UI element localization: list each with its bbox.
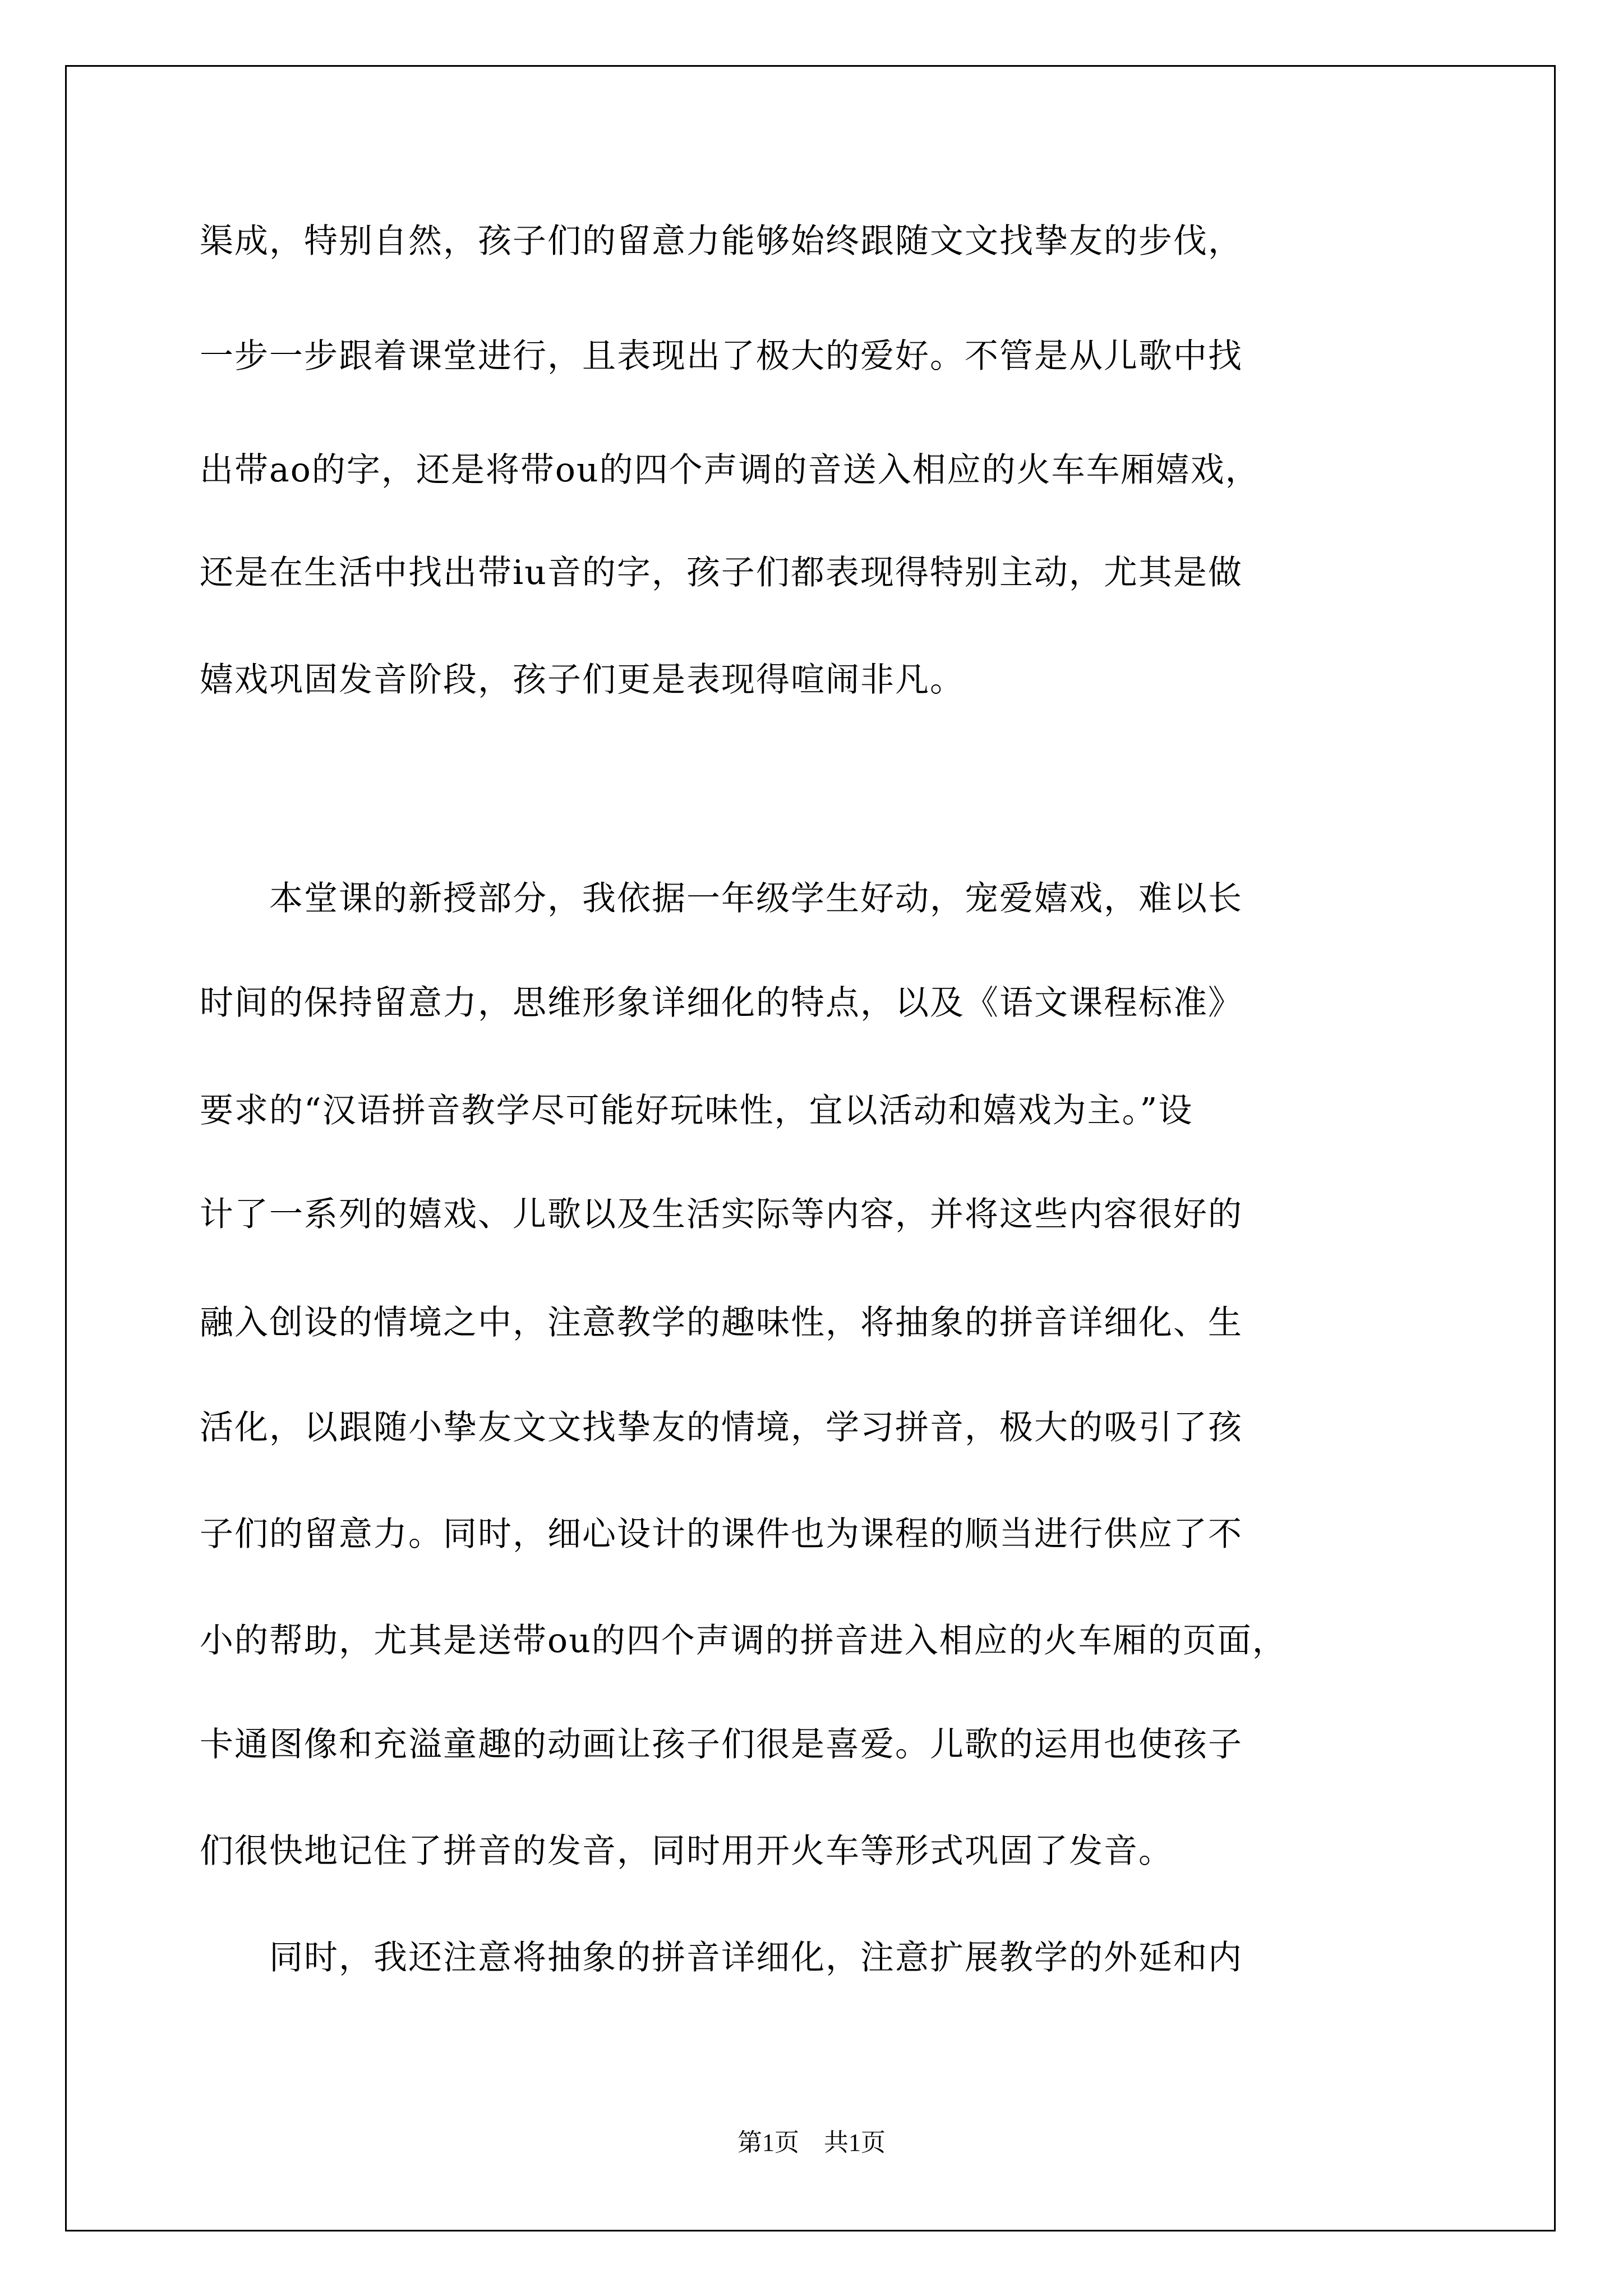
- paragraph-line: 卡通图像和充溢童趣的动画让孩子们很是喜爱。儿歌的运用也使孩子: [200, 1725, 1243, 1764]
- paragraph-line: 时间的保持留意力，思维形象详细化的特点，以及《语文课程标准》: [200, 983, 1243, 1023]
- paragraph-line: 渠成，特别自然，孩子们的留意力能够始终跟随文文找挚友的步伐，: [200, 222, 1243, 261]
- paragraph-line: 一步一步跟着课堂进行，且表现出了极大的爱好。不管是从儿歌中找: [200, 337, 1243, 376]
- page-footer: 第1页 共1页: [737, 2129, 886, 2156]
- paragraph-line: 融入创设的情境之中，注意教学的趣味性，将抽象的拼音详细化、生: [200, 1303, 1243, 1342]
- paragraph-line: 计了一系列的嬉戏、儿歌以及生活实际等内容，并将这些内容很好的: [200, 1195, 1243, 1234]
- page-border: [65, 65, 1556, 2231]
- paragraph-line: 出带ao的字，还是将带ou的四个声调的音送入相应的火车车厢嬉戏，: [200, 450, 1260, 490]
- paragraph-line: 小的帮助，尤其是送带ou的四个声调的拼音进入相应的火车厢的页面，: [200, 1621, 1287, 1660]
- paragraph-line: 们很快地记住了拼音的发音，同时用开火车等形式巩固了发音。: [200, 1832, 1173, 1871]
- paragraph-line: 嬉戏巩固发音阶段，孩子们更是表现得喧闹非凡。: [200, 660, 965, 700]
- paragraph-line: 子们的留意力。同时，细心设计的课件也为课程的顺当进行供应了不: [200, 1515, 1243, 1554]
- paragraph-line: 同时，我还注意将抽象的拼音详细化，注意扩展教学的外延和内: [200, 1938, 1243, 1977]
- paragraph-line: 还是在生活中找出带iu音的字，孩子们都表现得特别主动，尤其是做: [200, 553, 1243, 592]
- paragraph-line: 要求的“汉语拼音教学尽可能好玩味性，宜以活动和嬉戏为主。”设: [200, 1091, 1193, 1130]
- paragraph-line: 活化，以跟随小挚友文文找挚友的情境，学习拼音，极大的吸引了孩: [200, 1408, 1243, 1447]
- paragraph-line: 本堂课的新授部分，我依据一年级学生好动，宠爱嬉戏，难以长: [200, 879, 1243, 918]
